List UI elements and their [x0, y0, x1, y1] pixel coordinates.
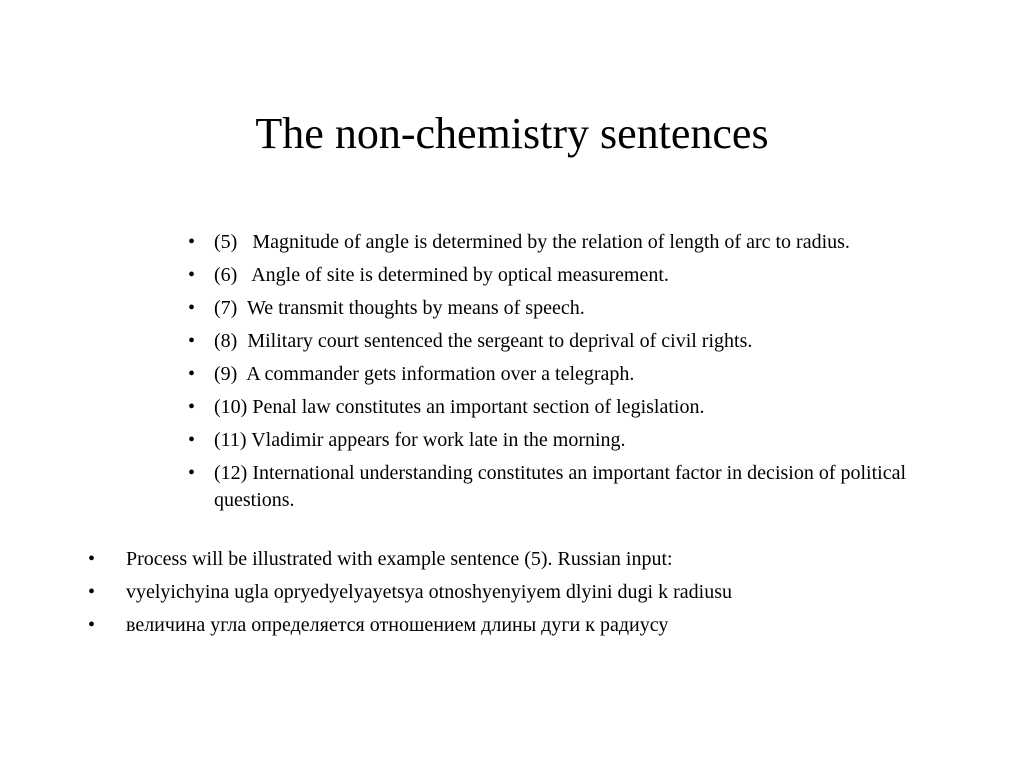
bullet-icon: •: [88, 614, 96, 636]
sub-bullet-item: [188, 394, 948, 421]
main-bullet-text: Process will be illustrated with example sentence (5). Russian input:: [126, 548, 673, 570]
sub-bullet-text: (11) Vladimir appears for work late in the morning.: [214, 429, 626, 451]
sub-bullet-list: [188, 229, 948, 520]
bullet-icon: •: [188, 429, 196, 451]
sub-bullet-item: [188, 460, 948, 514]
main-bullet-list: [88, 546, 968, 645]
sub-bullet-text: (8) Military court sentenced the sergeant to deprival of civil rights.: [214, 330, 753, 352]
sub-bullet-text: (6) Angle of site is determined by optical measurement.: [214, 264, 669, 286]
main-bullet-item: [88, 579, 968, 606]
bullet-icon: •: [188, 231, 196, 253]
bullet-icon: •: [188, 363, 196, 385]
sub-bullet-item: [188, 427, 948, 454]
sub-bullet-text: (9) A commander gets information over a telegraph.: [214, 363, 635, 385]
main-bullet-item: [88, 546, 968, 573]
bullet-icon: •: [188, 330, 196, 352]
bullet-icon: •: [88, 548, 96, 570]
sub-bullet-item: [188, 295, 948, 322]
slide-title: The non-chemistry sentences: [255, 109, 769, 158]
sub-bullet-text: (10) Penal law constitutes an important section of legislation.: [214, 396, 705, 418]
bullet-icon: •: [188, 264, 196, 286]
main-bullet-text: vyelyichyina ugla opryedyelyayetsya otnoshyenyiyem dlyini dugi k radiusu: [126, 581, 732, 603]
main-bullet-text: величина угла определяется отношением длины дуги к радиусу: [126, 614, 669, 636]
bullet-icon: •: [188, 462, 196, 484]
sub-bullet-item: [188, 262, 948, 289]
bullet-icon: •: [88, 581, 96, 603]
sub-bullet-item: [188, 328, 948, 355]
sub-bullet-item: [188, 361, 948, 388]
main-bullet-item: [88, 612, 968, 639]
bullet-icon: •: [188, 297, 196, 319]
sub-bullet-item: [188, 229, 948, 256]
sub-bullet-text: (12) International understanding constitutes an important factor in decision of political questions.: [214, 462, 912, 511]
sub-bullet-text: (5) Magnitude of angle is determined by the relation of length of arc to radius.: [214, 231, 850, 253]
sub-bullet-text: (7) We transmit thoughts by means of speech.: [214, 297, 585, 319]
bullet-icon: •: [188, 396, 196, 418]
